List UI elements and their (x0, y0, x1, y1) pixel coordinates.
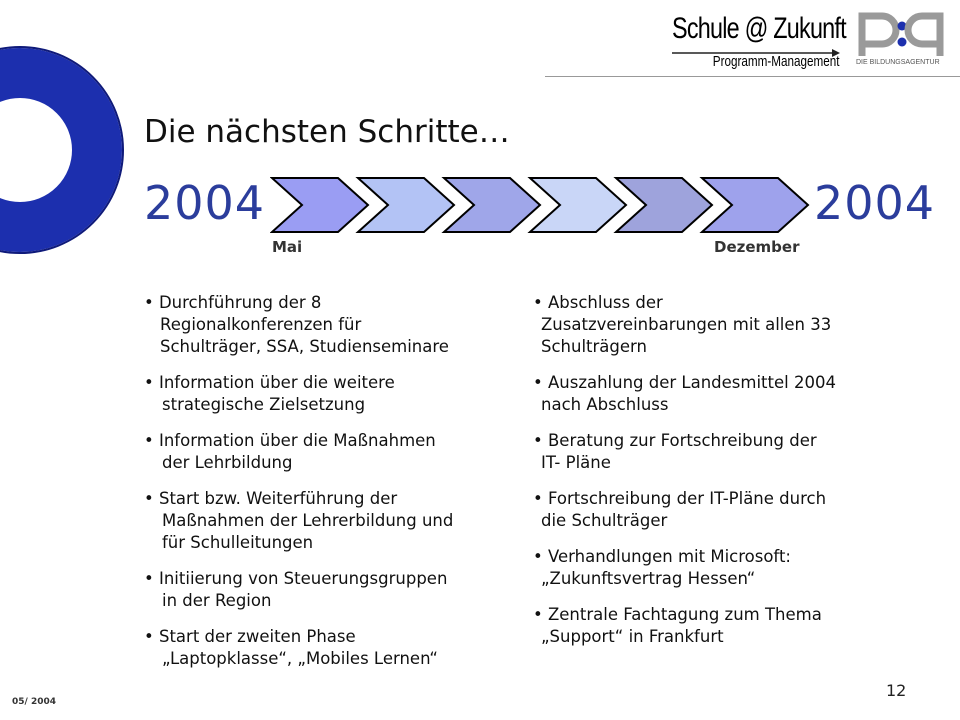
logo-main-text: Schule @ Zukunft (672, 12, 846, 45)
list-item: • Information über die weitere strategische Zielsetzung (144, 373, 395, 414)
list-item: • Abschluss der Zusatzvereinbarungen mit allen 33 Schulträgern (533, 293, 832, 356)
footer-date: 05/ 2004 (12, 697, 56, 707)
chevron-1 (272, 178, 368, 232)
header-rule (545, 76, 960, 77)
ring-decoration (0, 0, 130, 290)
list-item: • Fortschreibung der IT-Pläne durch die Schulträger (533, 489, 827, 530)
list-item: • Information über die Maßnahmen der Lehrbildung (144, 431, 436, 472)
list-item: • Start der zweiten Phase „Laptopklasse“, „Mobiles Lernen“ (144, 627, 438, 668)
logo-sub-text: Programm-Management (713, 53, 840, 70)
list-item: • Durchführung der 8 Regionalkonferenzen für Schulträger, SSA, Studienseminare (144, 293, 449, 356)
month-start: Mai (272, 238, 303, 256)
year-end: 2004 (814, 176, 936, 230)
list-item: • Start bzw. Weiterführung der Maßnahmen der Lehrerbildung und für Schulleitungen (144, 489, 454, 552)
year-start: 2004 (144, 176, 266, 230)
timeline-chevrons (270, 175, 815, 235)
list-item: • Initiierung von Steuerungsgruppen in der Region (144, 569, 448, 610)
chevron-5 (616, 178, 712, 232)
list-item: • Auszahlung der Landesmittel 2004 nach Abschluss (533, 373, 836, 414)
pq-logo (856, 10, 948, 60)
chevron-3 (444, 178, 540, 232)
list-item: • Verhandlungen mit Microsoft: „Zukunftsvertrag Hessen“ (533, 547, 791, 588)
pq-tagline: DIE BILDUNGSAGENTUR (856, 59, 940, 66)
chevron-6 (702, 178, 808, 232)
chevron-4 (530, 178, 626, 232)
chevron-2 (358, 178, 454, 232)
slide-title: Die nächsten Schritte… (144, 114, 510, 150)
list-item: • Zentrale Fachtagung zum Thema „Support“ in Frankfurt (533, 605, 822, 646)
schule-zukunft-logo (672, 12, 846, 72)
month-end: Dezember (714, 238, 800, 256)
page-number: 12 (886, 681, 907, 700)
list-item: • Beratung zur Fortschreibung der IT- Pläne (533, 431, 817, 472)
